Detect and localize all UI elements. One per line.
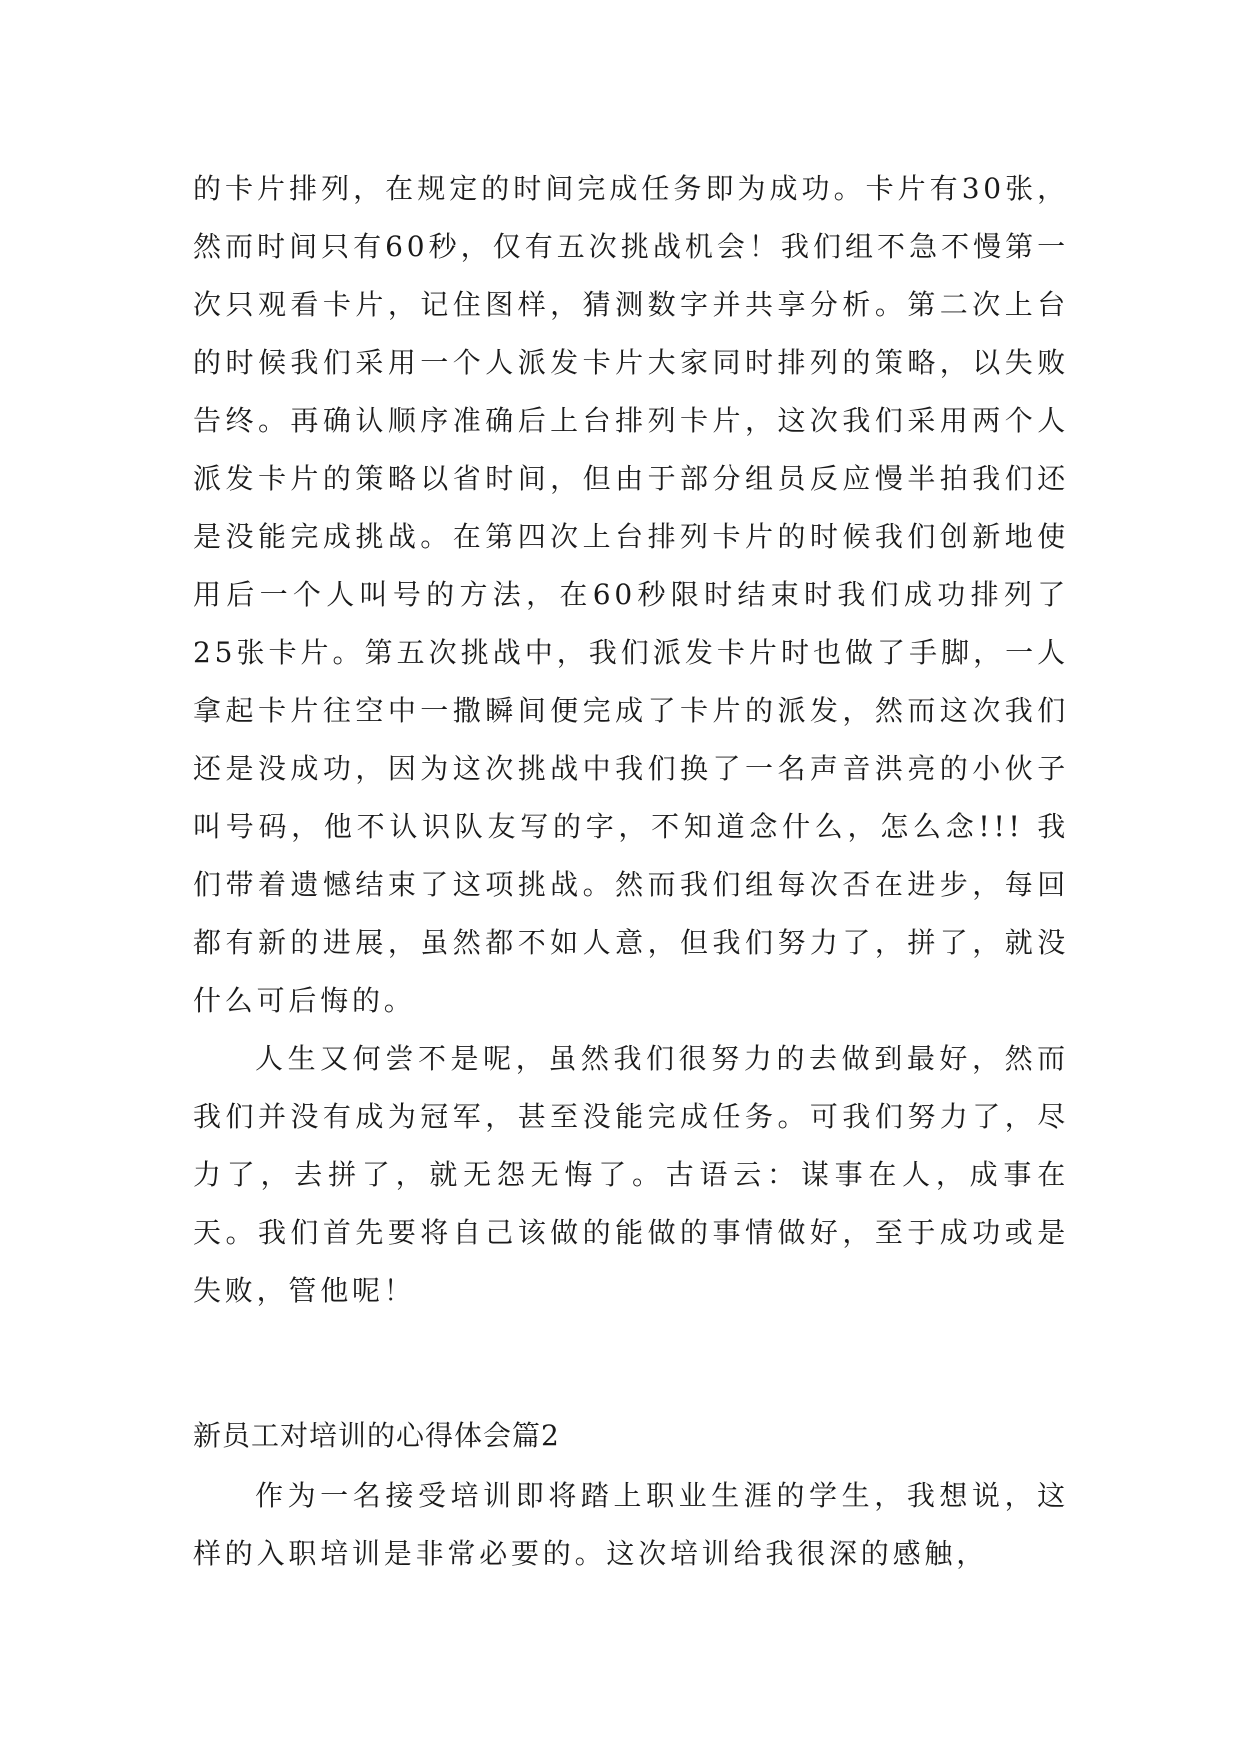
paragraph-intro: 作为一名接受培训即将踏上职业生涯的学生，我想说，这样的入职培训是非常必要的。这次培训给我很深的感触， bbox=[193, 1479, 1069, 1570]
essay-part-2 bbox=[193, 1407, 1069, 1583]
essay-continuation bbox=[193, 160, 1069, 1320]
section-heading: 新员工对培训的心得体会篇2 bbox=[193, 1419, 560, 1452]
paragraph-life-reflection: 人生又何尝不是呢，虽然我们很努力的去做到最好，然而我们并没有成为冠军，甚至没能完成任务。可我们努力了，尽力了，去拼了，就无怨无悔了。古语云：谋事在人，成事在天。我们首先要将自己该做的能做的事情做好，至于成功或是失败，管他呢！ bbox=[193, 1042, 1069, 1307]
paragraph-card-challenge: 的卡片排列，在规定的时间完成任务即为成功。卡片有30张，然而时间只有60秒，仅有五次挑战机会！我们组不急不慢第一次只观看卡片，记住图样，猜测数字并共享分析。第二次上台的时候我们采用一个人派发卡片大家同时排列的策略，以失败告终。再确认顺序准确后上台排列卡片，这次我们采用两个人派发卡片的策略以省时间，但由于部分组员反应慢半拍我们还是没能完成挑战。在第四次上台排列卡片的时候我们创新地使用后一个人叫号的方法，在60秒限时结束时我们成功排列了25张卡片。第五次挑战中，我们派发卡片时也做了手脚，一人拿起卡片往空中一撒瞬间便完成了卡片的派发，然而这次我们还是没成功，因为这次挑战中我们换了一名声音洪亮的小伙子叫号码，他不认识队友写的字，不知道念什么，怎么念!!! 我们带着遗憾结束了这项挑战。然而我们组每次否在进步，每回都有新的进展，虽然都不如人意，但我们努力了，拼了，就没什么可后悔的。 bbox=[193, 172, 1069, 1017]
